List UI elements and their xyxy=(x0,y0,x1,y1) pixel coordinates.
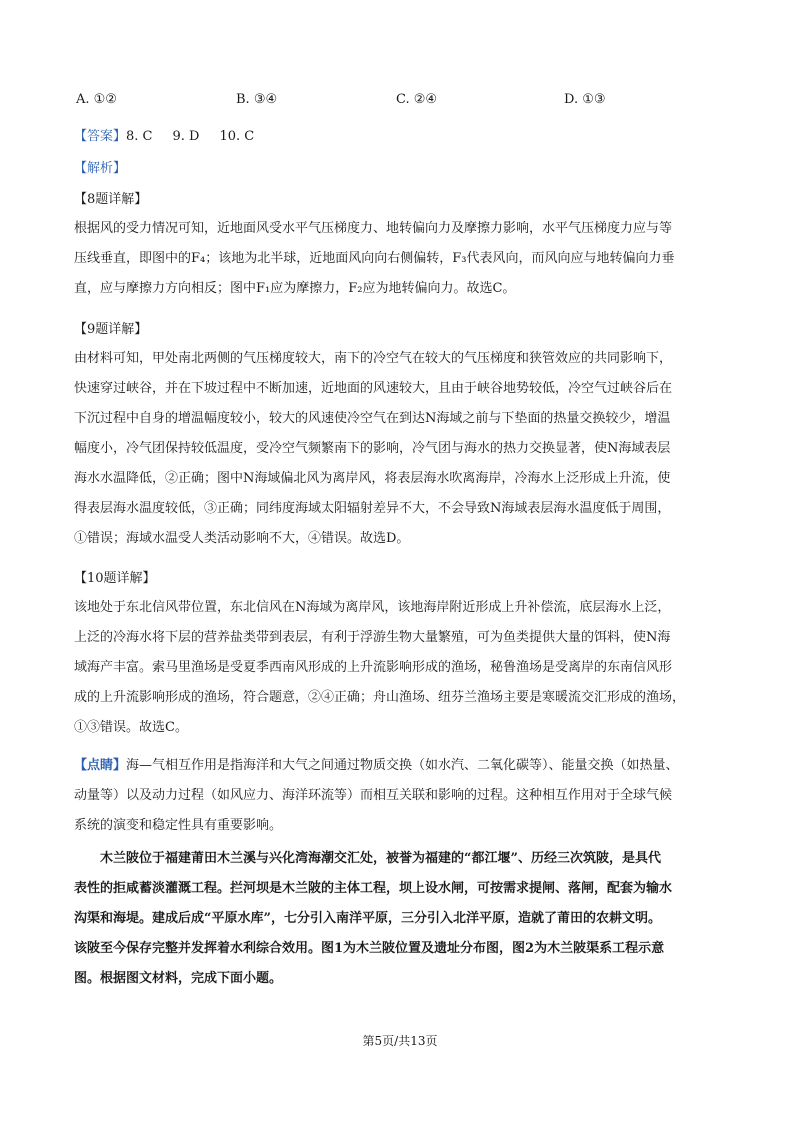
q9-line: 由材料可知，甲处南北两侧的气压梯度较大，南下的冷空气在较大的气压梯度和狭管效应的共同影响下， xyxy=(74,351,673,366)
answer-options xyxy=(76,92,726,116)
q10-line: 域海产丰富。索马里渔场是受夏季西南风形成的上升流影响形成的渔场，秘鲁渔场是受离岸的东南信风形 xyxy=(74,660,673,675)
q10-explanation xyxy=(74,593,724,743)
dianjing-first-text: 海—气相互作用是指海洋和大气之间通过物质交换（如水汽、二氧化碳等）、能量交换（如热量、 xyxy=(126,758,679,773)
q8-explanation xyxy=(74,214,724,304)
q8-heading: 【8题详解】 xyxy=(74,192,148,207)
dianjing-note xyxy=(74,751,724,841)
q9-line: 得表层海水温度较低，③正确；同纬度海域太阳辐射差异不大，不会导致N海域表层海水温度低于周围， xyxy=(74,501,671,516)
q10-line: ①③错误。故选C。 xyxy=(74,720,188,735)
option-c: C. ②④ xyxy=(396,92,438,107)
option-b: B. ③④ xyxy=(236,92,278,107)
q9-line: 快速穿过峡谷，并在下坡过程中不断加速，近地面的风速较大，且由于峡谷地势较低，冷空气过峡谷后在 xyxy=(74,381,673,396)
material-line: 该陂至今保存完整并发挥着水利综合效用。图1为木兰陂位置及遗址分布图，图2为木兰陂渠系工程示意 xyxy=(74,941,665,956)
dianjing-label: 【点睛】 xyxy=(74,758,127,773)
answer-label: 【答案】 xyxy=(74,129,127,144)
dianjing-first-line xyxy=(74,751,724,781)
q9-line: 下沉过程中自身的增温幅度较小，较大的风速使冷空气在到达N海域之前与下垫面的热量交换较少，增温 xyxy=(74,411,671,426)
q9-line: ①错误；海域水温受人类活动影响不大，④错误。故选D。 xyxy=(74,531,410,546)
q8-line: 根据风的受力情况可知，近地面风受水平气压梯度力、地转偏向力及摩擦力影响，水平气压梯度力应与等 xyxy=(74,221,673,236)
q8-line: 直，应与摩擦力方向相反；图中F₁应为摩擦力，F₂应为地转偏向力。故选C。 xyxy=(74,281,516,296)
answer-q8: 8. C xyxy=(126,129,153,144)
answer-q10: 10. C xyxy=(219,129,255,144)
answer-line xyxy=(74,125,254,144)
material-paragraph xyxy=(74,844,724,994)
q10-heading: 【10题详解】 xyxy=(74,571,156,586)
q9-heading: 【9题详解】 xyxy=(74,322,148,337)
option-a: A. ①② xyxy=(76,92,117,107)
q10-line: 成的上升流影响形成的渔场，符合题意，②④正确；舟山渔场、纽芬兰渔场主要是寒暖流交汇形成的渔场， xyxy=(74,690,686,705)
material-line: 表性的拒咸蓄淡灌溉工程。拦河坝是木兰陂的主体工程，坝上设水闸，可按需求提闸、落闸，配套为输水 xyxy=(74,881,673,896)
material-line: 木兰陂位于福建莆田木兰溪与兴化湾海潮交汇处，被誉为福建的“都江堰”、历经三次筑陂，是具代 xyxy=(100,851,661,866)
q9-line: 幅度小，冷气团保持较低温度，受冷空气频繁南下的影响，冷气团与海水的热力交换显著，使N海域表层 xyxy=(74,441,671,456)
q8-line: 压线垂直，即图中的F₄；该地为北半球，近地面风向向右侧偏转，F₃代表风向，而风向应与地转偏向力垂 xyxy=(74,251,675,266)
q9-line: 海水水温降低，②正确；图中N海域偏北风为离岸风，将表层海水吹离海岸，冷海水上泛形成上升流，使 xyxy=(74,471,671,486)
q10-line: 上泛的冷海水将下层的营养盐类带到表层，有利于浮游生物大量繁殖，可为鱼类提供大量的饵料，使N海 xyxy=(74,630,671,645)
dianjing-line: 系统的演变和稳定性具有重要影响。 xyxy=(74,818,283,833)
material-line: 沟渠和海堤。建成后成“平原水库”，七分引入南洋平原，三分引入北洋平原，造就了莆田的农耕文明。 xyxy=(74,911,661,926)
page-number: 第5页/共13页 xyxy=(362,1034,438,1048)
dianjing-line: 动量等）以及动力过程（如风应力、海洋环流等）而相互关联和影响的过程。这种相互作用对于全球气候 xyxy=(74,788,673,803)
q10-line: 该地处于东北信风带位置，东北信风在N海域为离岸风，该地海岸附近形成上升补偿流，底层海水上泛， xyxy=(74,600,671,615)
option-d: D. ①③ xyxy=(564,92,606,107)
answer-q9: 9. D xyxy=(172,129,200,144)
q9-explanation xyxy=(74,344,724,554)
analysis-label: 【解析】 xyxy=(74,161,127,176)
material-line: 图。根据图文材料，完成下面小题。 xyxy=(74,971,283,986)
